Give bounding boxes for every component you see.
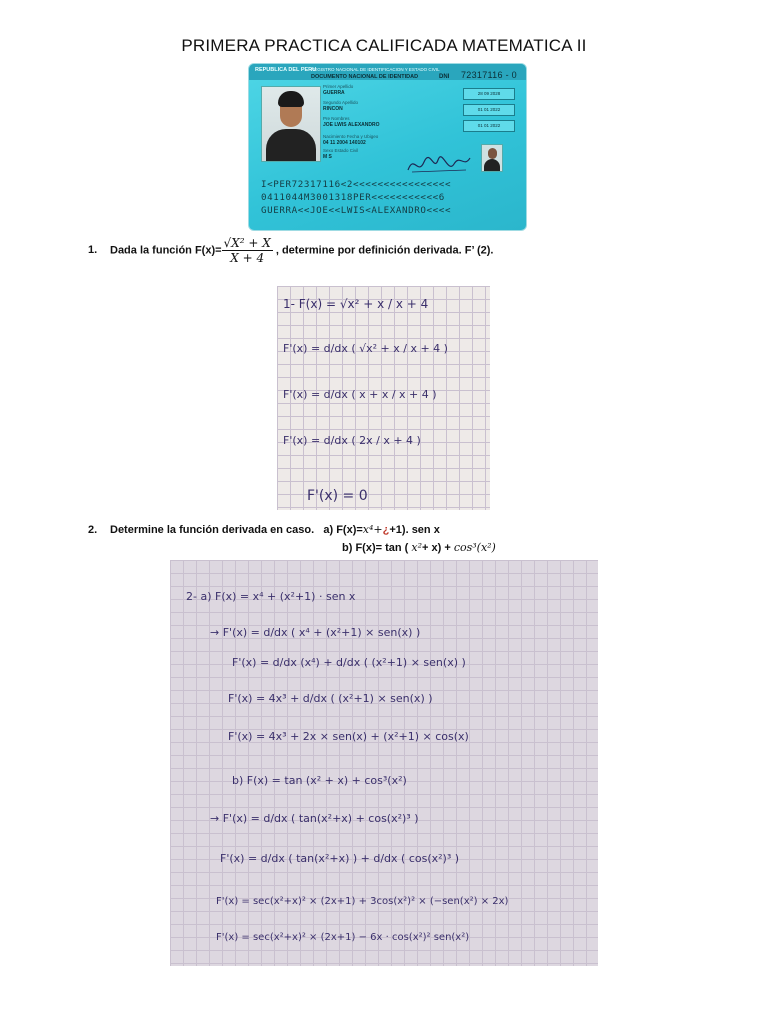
id-card-photo [261, 86, 321, 162]
part-a-math: x⁴+ [362, 523, 383, 536]
id-card-dni-number: 72317116 - 0 [461, 70, 517, 80]
id-field-label: Sexo Estado Civil [323, 148, 359, 153]
id-card-mini-photo [481, 144, 503, 172]
id-card-registry: REGISTRO NACIONAL DE IDENTIFICACION Y ESTADO CIVIL [311, 67, 440, 72]
id-card-doc-type: DOCUMENTO NACIONAL DE IDENTIDAD [311, 74, 419, 80]
question-1-prefix: Dada la función F(x)= [110, 244, 222, 257]
id-field-label: Nacimiento Fecha y Ubigeo [323, 134, 379, 139]
handwritten-line: F'(x) = d/dx ( √x² + x / x + 4 ) [283, 342, 448, 355]
handwritten-line: 1- F(x) = √x² + x / x + 4 [283, 297, 429, 311]
handwritten-line: 2- a) F(x) = x⁴ + (x²+1) · sen x [186, 590, 356, 603]
id-card-country: REPUBLICA DEL PERU [255, 67, 317, 73]
handwritten-line: F'(x) = d/dx ( x + x / x + 4 ) [283, 388, 437, 401]
fraction-numerator: √X² + X [223, 236, 271, 250]
handwritten-line: F'(x) = d/dx (x⁴) + d/dx ( (x²+1) × sen(x) ) [232, 656, 466, 669]
question-1 [88, 236, 493, 265]
id-field-label: Primer Apellido [323, 84, 354, 89]
id-card-dni-label: DNI [439, 74, 450, 80]
part-a-suffix: +1). sen x [389, 524, 440, 536]
part-b-mid: + x) + [422, 542, 451, 554]
id-field-label: Segundo Apellido [323, 100, 359, 105]
handwriting-layer [170, 560, 598, 966]
part-b-prefix: b) F(x)= tan ( [342, 542, 409, 554]
handwritten-line: → F'(x) = d/dx ( tan(x²+x) + cos(x²)³ ) [210, 812, 419, 825]
part-a-symbol: ¿ [382, 524, 390, 536]
question-number: 2. [88, 524, 98, 536]
handwritten-line: F'(x) = 4x³ + d/dx ( (x²+1) × sen(x) ) [228, 692, 433, 705]
id-field-label: Pre Nombres [323, 116, 350, 121]
question-2-text: Determine la función derivada en caso. [110, 524, 315, 536]
handwriting-layer [277, 286, 490, 510]
question-number: 1. [88, 244, 98, 257]
handwritten-line: → F'(x) = d/dx ( x⁴ + (x²+1) × sen(x) ) [210, 626, 421, 639]
id-date-box: 01 01 2022 [463, 104, 515, 116]
id-card-image [248, 63, 527, 231]
question-1-suffix: , determine por definición derivada. F’ (2). [275, 244, 494, 257]
id-date-box: 01 01 2022 [463, 120, 515, 132]
question-2 [88, 523, 440, 536]
mrz-line: GUERRA<<JOE<<LWIS<ALEXANDRO<<<< [261, 205, 452, 216]
handwritten-line: b) F(x) = tan (x² + x) + cos³(x²) [232, 774, 407, 787]
handwritten-line: F'(x) = sec(x²+x)² × (2x+1) − 6x · cos(x²)² sen(x²) [216, 932, 470, 943]
handwritten-solution-2-image [170, 560, 598, 966]
id-field-value: 04 11 2004 140102 [323, 140, 366, 146]
handwritten-line: F'(x) = sec(x²+x)² × (2x+1) + 3cos(x²)² × (−sen(x²) × 2x) [216, 896, 509, 907]
part-a-prefix: a) F(x)= [323, 524, 363, 536]
handwritten-line: F'(x) = d/dx ( tan(x²+x) ) + d/dx ( cos(x²)³ ) [220, 852, 460, 865]
signature-image [404, 152, 474, 178]
mrz-line: I<PER72317116<2<<<<<<<<<<<<<<<< [261, 179, 452, 190]
handwritten-line: F'(x) = 0 [307, 488, 368, 504]
page-title: PRIMERA PRACTICA CALIFICADA MATEMATICA II [181, 36, 587, 55]
id-field-value: JOE LWIS ALEXANDRO [323, 122, 380, 128]
mrz-line: 0411044M3001318PER<<<<<<<<<<<6 [261, 192, 445, 203]
question-2-part-b [342, 541, 496, 554]
id-field-value: M S [323, 154, 332, 160]
part-b-math-2: cos³(x²) [453, 541, 496, 554]
handwritten-solution-1-image [277, 286, 490, 510]
part-b-math-1: x² [411, 541, 422, 554]
id-field-value: RINCON [323, 106, 343, 112]
handwritten-line: F'(x) = d/dx ( 2x / x + 4 ) [283, 434, 421, 447]
id-field-value: GUERRA [323, 90, 345, 96]
fraction-denominator: X + 4 [230, 251, 265, 265]
handwritten-line: F'(x) = 4x³ + 2x × sen(x) + (x²+1) × cos(x) [228, 730, 469, 743]
question-1-fraction [222, 236, 273, 265]
id-date-box: 28 09 2028 [463, 88, 515, 100]
